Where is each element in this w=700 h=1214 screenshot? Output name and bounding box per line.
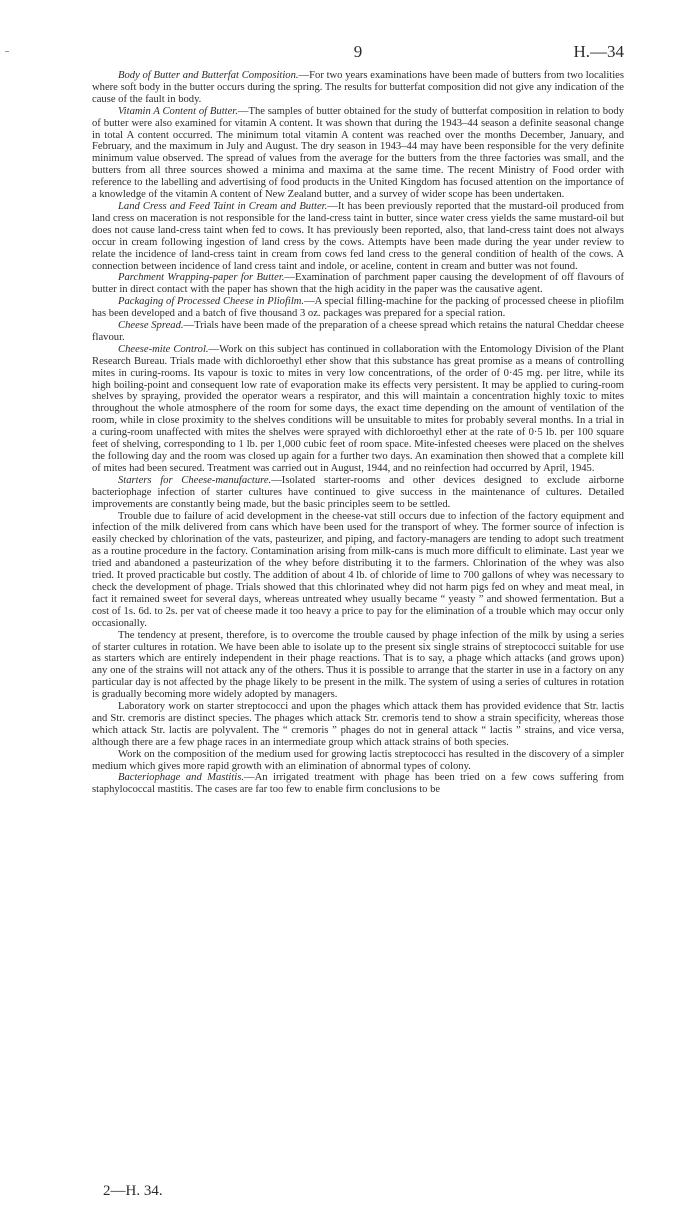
paragraph-heading: Bacteriophage and Mastitis. [118,772,245,784]
document-reference: H.—34 [573,42,624,61]
paragraph-text: —An irrigated treatment with phage has been tried on a few cows suffering from staphylococcal mastitis. The cases are far too few to enable firm conclusions to be [92,772,625,796]
page-header [92,42,624,62]
paragraph-text: —A special filling-machine for the packing of processed cheese in pliofilm has been developed and a batch of five thousand 3 oz. packages was prepared for a special ration. [92,296,625,320]
paragraph [92,772,624,796]
paragraph-heading: Packaging of Processed Cheese in Pliofilm. [118,296,305,308]
paragraph-text: —Work on this subject has continued in collaboration with the Entomology Division of the Plant Research Bureau. Trials made with dichloroethyl ether show that this substance has great promise as a means of controlling mites in curing-rooms. Its vapour is toxic to mites in very low concentrations, of the order of 0·45 mg. per litre, while its high boiling-point and consequent low rate of evaporation make its effects very persistent. It may be applied to curing-room shelves by spraying, provided the operator wears a respirator, and this will maintain a concentration highly toxic to mites throughout the whole atmosphere of the room for some days, the exact time depending on the amount of ventilation of the room, while in close proximity to the shelves conditions will be unsuitable to mites for probably several months. In a trial in a curing-room unaffected with mites the shelves were sprayed with dichloroethyl ether at the rate of 0·5 lb. per 100 square feet of shelving, corresponding to 1 lb. per 1,000 cubic feet of room space. Mite-infested cheeses were placed on the shelves the following day and the room was closed up again for a further two days. An examination then showed that a complete kill of mites had been secured. Treatment was carried out in August, 1944, and no reinfection had occurred by April, 1945. [92,343,624,474]
paragraph-text: —Trials have been made of the preparation of a cheese spread which retains the natural Cheddar cheese flavour. [92,320,624,343]
paragraph-heading: Starters for Cheese-manufacture. [118,474,272,486]
paragraph [92,630,624,701]
page-number: 9 [353,42,363,61]
paragraph-text: Trouble due to failure of acid development in the cheese-vat still occurs due to infection of the factory equipment and infection of the milk delivered from cans which have been used for the transport of whey. The former source of infection is easily checked by chlorination of the vats, pasteurizer, and piping, and factory-managers are tending to adopt such treatment as a routine procedure in the factory. Contamination arising from milk-cans is much more difficult to eliminate. Last year we tried and abandoned a pasteurization of the whey before distributing it to the farmers. Chlorination of the whey was also tried. It proved practicable but costly. The addition of about 4 lb. of chloride of lime to 700 gallons of whey was necessary to check the development of phage. Trials showed that this chlorinated whey did not harm pigs fed on whey and meat meal, in fact it remained sweet for several days, whereas untreated whey usually became “ yeasty ” and showed fermentation. But a cost of 1s. 6d. to 2s. per vat of cheese made it too heavy a price to pay for the elimination of a trouble which may occur only occasionally. [92,510,624,629]
margin-mark [5,51,9,52]
paragraph [92,201,624,272]
paragraph [92,475,624,511]
paragraph-text: The tendency at present, therefore, is to overcome the trouble caused by phage infection of the milk by using a series of starter cultures in rotation. We have been able to isolate up to the present six single strains of streptococci suitable for use as starters which are entirely independent in their phage reactions. That is to say, a phage which attacks (and grows upon) any one of the strains will not attack any of the others. Thus it is possible to arrange that the starter in use in a factory on any particular day is not affected by the phage likely to be present in the milk. The system of using a series of cultures in rotation is gradually becoming more widely adopted by managers. [92,629,624,701]
paragraph-heading: Land Cress and Feed Taint in Cream and Butter. [118,200,328,212]
body-text [92,70,624,796]
paragraph-text: Work on the composition of the medium used for growing lactis streptococci has resulted in the discovery of a simpler medium which gives more rapid growth with an elimination of abnormal types of colony. [92,748,624,772]
paragraph-text: —Examination of parchment paper causing the development of off flavours of butter in direct contact with the paper has shown that the high acidity in the paper was the causative agent. [92,272,624,296]
paragraph [92,320,624,344]
paragraph-text: —The samples of butter obtained for the study of butterfat composition in relation to body of butter were also examined for vitamin A content. It was shown that during the 1943–44 season a definite seasonal change in total A content occurred. The minimum total vitamin A content was reached over the months December, January, and February, and the maximum in July and August. The dry season in 1943–44 may have been responsible for the very definite minimum value observed. The spread of values from the average for the butters from the three factories was small, and the butters from all three sources showed a minima and maxima at the same time. The recent Ministry of Food order with reference to the labelling and advertising of food products in the United Kingdom has focused attention on the importance of a knowledge of the vitamin A content of New Zealand butter, and a survey of wider scope has been undertaken. [92,105,624,201]
paragraph-text: —It has been previously reported that the mustard-oil produced from land cress on maceration is not responsible for the land-cress taint in butter, since water cress yields the same mustard-oil but does not cause land-cress taint when fed to cows. It has previously been reported, also, that land-cress taint does not always occur in cream following ingestion of land cress by the cows. Attempts have been made during the year under review to relate the incidence of land-cress taint in cream from cows fed land cress to the general condition of health of the cows. A connection between incidence of land cress taint and indole, or aceline, content in cream and butter was not found. [92,200,625,272]
paragraph-heading: Body of Butter and Butterfat Composition. [118,70,299,81]
paragraph [92,749,624,773]
paragraph [92,701,624,749]
paragraph [92,296,624,320]
paragraph-heading: Cheese-mite Control. [118,343,209,355]
paragraph [92,70,624,106]
paragraph [92,272,624,296]
signature-mark: 2—H. 34. [103,1183,163,1199]
paragraph-text: —For two years examinations have been made of butters from two localities where soft body in the butter occurs during the spring. The results for butterfat composition did not give any indication of the cause of the fault in body. [92,70,624,105]
paragraph [92,344,624,475]
paragraph-heading: Parchment Wrapping-paper for Butter. [118,272,285,284]
paragraph [92,106,624,201]
paragraph-heading: Cheese Spread. [118,320,184,332]
paragraph-text: Laboratory work on starter streptococci and upon the phages which attack them has provided evidence that Str. lactis and Str. cremoris are distinct species. The phages which attack Str. cremoris tend to show a strain specificity, whereas those which attack Str. lactis are polyvalent. The “ cremoris ” phages do not in general attack “ lactis ” strains, and vice versa, although there are a few phage races in an intermediate group which attack strains of both species. [92,701,624,748]
paragraph-heading: Vitamin A Content of Butter. [118,105,238,117]
paragraph [92,511,624,630]
paragraph-text: —Isolated starter-rooms and other devices designed to exclude airborne bacteriophage infection of starter cultures have continued to give success in the maintenance of cultures. Detailed improvements are constantly being made, but the basic principles seem to be settled. [92,474,624,510]
